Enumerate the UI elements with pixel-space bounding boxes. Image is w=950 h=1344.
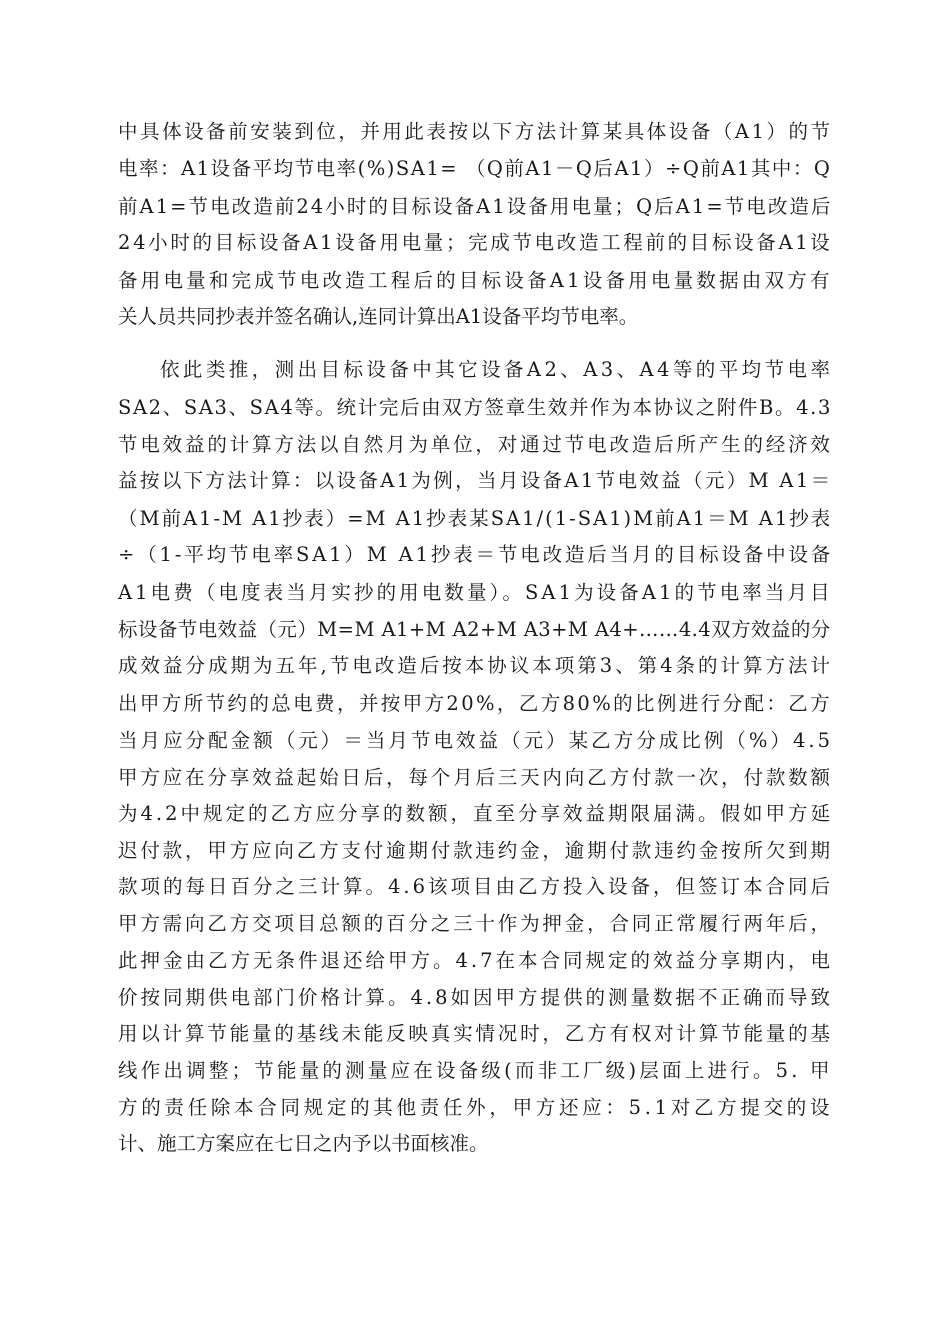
paragraph-line: 方的责任除本合同规定的其他责任外，甲方还应：5.1对乙方提交的设 (118, 1096, 834, 1119)
paragraph-line: 为4.2中规定的乙方应分享的数额，直至分享效益期限届满。假如甲方延 (118, 802, 834, 825)
paragraph-line: 备用电量和完成节电改造工程后的目标设备A1设备用电量数据由双方有 (118, 269, 833, 292)
paragraph-line: 款项的每日百分之三计算。4.6该项目由乙方投入设备，但签订本合同后 (118, 875, 834, 898)
paragraph-line: 节电效益的计算方法以自然月为单位，对通过节电改造后所产生的经济效 (118, 433, 833, 456)
paragraph-line: 甲方应在分享效益起始日后，每个月后三天内向乙方付款一次，付款数额 (118, 766, 833, 789)
paragraph-line: （M前A1-M A1抄表）=M A1抄表某SA1/(1-SA1)M前A1＝M A1抄表 (118, 507, 833, 530)
paragraph-line: 关人员共同抄表并签名确认,连同计算出A1设备平均节电率。 (118, 305, 639, 328)
paragraph-line: 计、施工方案应在七日之内予以书面核准。 (118, 1132, 489, 1155)
paragraph-line: 出甲方所节约的总电费，并按甲方20%，乙方80%的比例进行分配：乙方 (118, 692, 833, 715)
paragraph-line: 用以计算节能量的基线未能反映真实情况时，乙方有权对计算节能量的基 (118, 1022, 833, 1045)
paragraph-line: 价按同期供电部门价格计算。4.8如因甲方提供的测量数据不正确而导致 (118, 986, 834, 1009)
paragraph-line: ÷（1-平均节电率SA1）M A1抄表＝节电改造后当月的目标设备中设备 (118, 543, 834, 566)
paragraph-line: 中具体设备前安装到位，并用此表按以下方法计算某具体设备（A1）的节 (118, 120, 833, 143)
paragraph-line: 依此类推，测出目标设备中其它设备A2、A3、A4等的平均节电率 (160, 358, 834, 381)
paragraph-line: 前A1=节电改造前24小时的目标设备A1设备用电量；Q后A1=节电改造后 (118, 195, 833, 218)
paragraph-line: 迟付款，甲方应向乙方支付逾期付款违约金，逾期付款违约金按所欠到期 (118, 839, 833, 862)
paragraph-line: SA2、SA3、SA4等。统计完后由双方签章生效并作为本协议之附件B。4.3 (118, 396, 833, 419)
paragraph-line: 标设备节电效益（元）M=M A1+M A2+M A3+M A4+……4.4双方效益的分 (118, 618, 831, 641)
paragraph-line: 线作出调整；节能量的测量应在设备级(而非工厂级)层面上进行。5. 甲 (118, 1059, 833, 1082)
paragraph-line: 甲方需向乙方交项目总额的百分之三十作为押金，合同正常履行两年后， (118, 912, 833, 935)
paragraph-line: 此押金由乙方无条件退还给甲方。4.7在本合同规定的效益分享期内，电 (118, 949, 834, 972)
paragraph-line: 24小时的目标设备A1设备用电量；完成节电改造工程前的目标设备A1设 (118, 231, 833, 254)
paragraph-line: 益按以下方法计算：以设备A1为例，当月设备A1节电效益（元）M A1＝ (118, 469, 833, 492)
paragraph-line: 电率：A1设备平均节电率(%)SA1= （Q前A1－Q后A1）÷Q前A1其中：Q (118, 157, 832, 180)
paragraph-line: 当月应分配金额（元）＝当月节电效益（元）某乙方分成比例（%）4.5 (118, 729, 834, 752)
paragraph-line: 成效益分成期为五年,节电改造后按本协议本项第3、第4条的计算方法计 (118, 654, 834, 677)
paragraph-line: A1电费（电度表当月实抄的用电数量）。SA1为设备A1的节电率当月目 (118, 581, 833, 604)
